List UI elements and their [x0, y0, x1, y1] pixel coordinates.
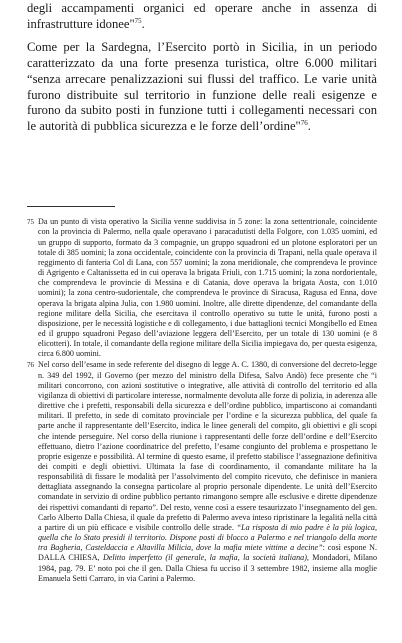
footnote-text: , Mondadori, Milano 1984, pag. 79. E’ noto poi che il gen. Dalla Chiesa fu ucciso il 3 settembre 1982, insieme alla moglie Emanuela Setti Carraro, in via Carini a Palermo. [38, 553, 377, 583]
paragraph-2-text: Come per la Sardegna, l’Esercito portò in Sicilia, in un periodo caratterizzato da una forte presenza turistica, oltre 6.000 militari “senza arrecare penalizzazioni sui flussi del traffico. Le varie unità furono distribuite sul territorio in funzione delle reali esigenze e furono da subito posti in funzione tutti i collegamenti necessari con le autorità di pubblica sicurezza e le forze dell’ordine" [27, 39, 377, 134]
paragraph-1-text: degli accampamenti organici ed operare anche in assenza di infrastrutture idonee" [27, 1, 377, 31]
footnote-number: 75 [27, 218, 34, 227]
body-paragraph-1 [27, 1, 377, 33]
footnote-ref-75[interactable]: 75 [134, 16, 142, 25]
footnote-75 [27, 217, 377, 359]
footnote-number: 76 [27, 361, 34, 370]
footnote-quote: “La risposta di mio padre è la più logica, quella che lo Stato presidi il territorio. Dispone posti di blocco a Palermo e nel triangolo della morte tra Bagheria, Casteldaccia e Altavilla Milicia, dove la mafia miete vittime a decine” [38, 522, 377, 553]
footnote-ref-76[interactable]: 76 [300, 119, 308, 128]
footnote-separator [27, 206, 115, 207]
document-page [27, 0, 377, 584]
footnote-text: Da un punto di vista operativo la Sicilia venne suddivisa in 5 zone: la zona settentrionale, coincidente con la provincia di Palermo, nella quale operavano i paracadutisti della Folgore, con 1.035 uomini, ed un gruppo di supporto, formato da 3 compagnie, un gruppo squadroni ed un plotone esploratori per un totale di 385 uomini; la zona occidentale, coincidente con la provincia di Trapani, nella quale operava il reggimento di fanteria Col di Lana, con 557 uomini; la zona meridionale, che comprendeva le province di Agrigento e Caltanissetta ed in cui operava la brigata Friuli, con 1.715 uomini; la zona nordorientale, che comprendeva le provincie di Messina e di Catania, dove operava la brigata Aosta, con 1.010 uomini); la zona centro-sudorientale, che comprendeva le province di Siracusa, Ragusa ed Enna, dove operava la brigata alpina Julia, con 1.980 uomini. Inoltre, alle dirette dipendenze, del comandante della regione militare della Sicilia, che esercitava il controllo operativo su tutte le unità, furono posti a disposizione, per le necessità logistiche e di collegamento, i due battaglioni tecnici Mongibello ed Etnea ed il gruppo squadroni Pegaso dell’aviazione leggera dell’Esercito, per un totale di 130 uomini (e 8 elicotteri). In totale, il comandante della regione militare della Sicilia impiegava do, per questa esigenza, circa 6.800 uomini. [38, 217, 377, 359]
paragraph-2-end: . [307, 119, 311, 134]
body-paragraph-2 [27, 40, 377, 135]
footnote-text: : così espone N. DALLA CHIESA, [38, 543, 377, 563]
paragraph-1-end: . [141, 16, 145, 31]
book-title: Delitto imperfetto (il generale, la mafia, la società italiana) [102, 553, 307, 563]
footnote-text: Nel corso dell’esame in sede referente del disegno di legge A. C. 1380, di conversione del decreto-legge n. 349 del 1992, il Governo (per mezzo del ministro della Difesa, Salvo Andò) fece presente che “i militari concorrono, con azioni sostitutive o integrative, alle attività di controllo del territorio ed alla vigilanza di obiettivi di particolare interesse, normalmente devoluta alle forze di polizia, in aderenza alle direttive che i prefetti, responsabili della sicurezza e dell’ordine pubblico, impartiscono ai comandanti militari. Il prefetto, in sede di comitato provinciale per l’ordine e la sicurezza pubblica, del quale fa parte anche il rappresentante dell’Esercito, indica le linee generali del compito, gli obiettivi e gli scopi che intende perseguire. Nel corso della riunione i rappresentanti delle forze dell’ordine e dell’Esercito effettuano, dietro l’azione coordinatrice del prefetto, l’esame congiunto del problema e prospettano le proprie esigenze e possibilità. Al termine di questo esame, il prefetto stabilisce l’assegnazione definitiva dei compiti e degli obiettivi. Ultimata la fase di coordinamento, il comandante militare ha la responsabilità di fissare le modalità per l’assolvimento del compito ricevuto, che definisce in maniera dettagliata assegnando la consegna particolare al proprio personale dipendente. Le unità dell’Esercito comandate in servizio di ordine pubblico pertanto rimangono sempre alle esclusive e dirette dipendenze dei rispettivi comandanti di reparto”. Del resto, venne così a essere tesaurizzato l’insegnamento del gen. Carlo Alberto Dalla Chiesa, il quale da prefetto di Palermo aveva inteso ripristinare la legalità nella città a partire di un più efficace e visibile controllo delle strade. [38, 360, 377, 532]
footnote-76 [27, 360, 377, 583]
